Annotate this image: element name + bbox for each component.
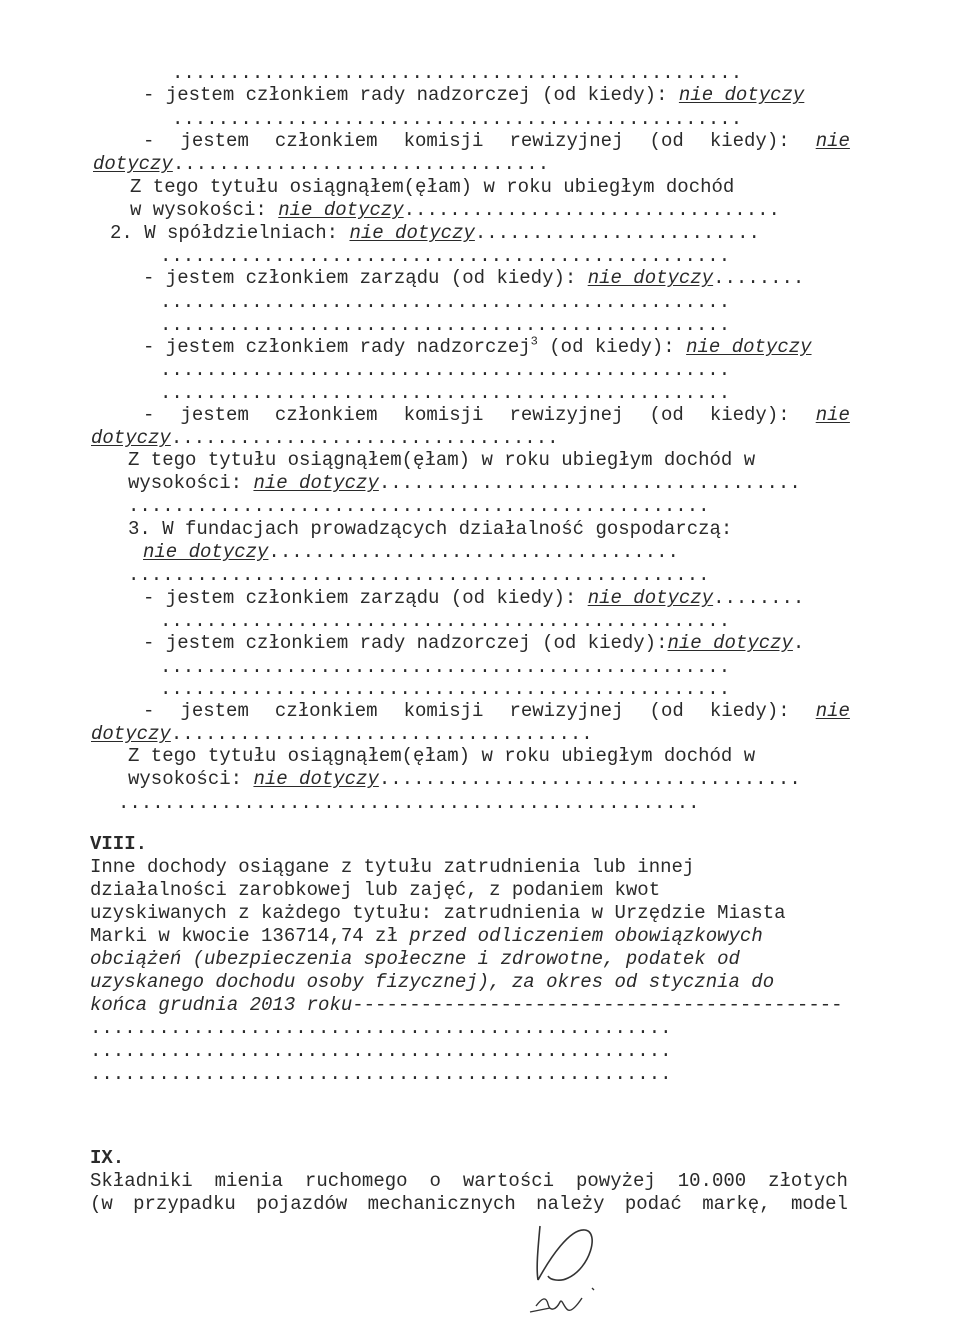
footnote-marker: 3 (530, 334, 538, 349)
word: mienia (214, 1170, 283, 1192)
dotted-line: .................................................. (160, 678, 731, 700)
management-board-line (143, 267, 804, 289)
dots: .................................... (268, 541, 679, 563)
paragraph-line: uzyskiwanych z każdego tytułu: zatrudnienia w Urzędzie Miasta (90, 902, 786, 924)
word: podać (624, 1193, 682, 1215)
dots: ......................... (474, 222, 760, 244)
dotted-line: .................................................. (172, 62, 743, 84)
management-label: - jestem członkiem zarządu (od kiedy): (143, 587, 577, 609)
dotted-line: .................................................. (172, 108, 743, 130)
dots: ........ (713, 587, 805, 609)
dotted-line: ................................................... (90, 1063, 672, 1085)
board-value: nie dotyczy (667, 632, 793, 654)
word: rewizyjnej (509, 700, 624, 722)
word: kiedy): (709, 700, 790, 722)
word: ruchomego (304, 1170, 408, 1192)
dotted-line: ................................................... (128, 495, 710, 517)
management-board-line (143, 587, 804, 609)
income-value: nie dotyczy (253, 768, 379, 790)
value-continued: dotyczy (91, 723, 171, 745)
income-amount-line (130, 199, 780, 221)
italic-text: końca grudnia 2013 roku (90, 994, 353, 1016)
audit-committee-line (143, 404, 850, 426)
signature-icon (520, 1218, 630, 1318)
word: jestem (180, 404, 249, 426)
dotted-line: .................................................. (160, 291, 731, 313)
word: rewizyjnej (509, 130, 624, 152)
board-label: - jestem członkiem rady nadzorczej (od kiedy): (143, 84, 668, 106)
income-line: Z tego tytułu osiągnąłem(ęłam) w roku ubiegłym dochód w (128, 745, 756, 767)
audit-committee-value: nie (815, 700, 850, 722)
dotted-line: ................................................... (90, 1017, 672, 1039)
word: kiedy): (709, 404, 790, 426)
word: Składniki (90, 1170, 193, 1192)
audit-committee-value: nie (815, 130, 850, 152)
paragraph-line (90, 1170, 848, 1192)
word: jestem (180, 130, 249, 152)
paragraph-line (90, 994, 843, 1016)
word: (od (649, 700, 684, 722)
word: 10.000 (677, 1170, 747, 1192)
board-label-2: (od kiedy): (549, 336, 675, 358)
section-viii-heading: VIII. (90, 833, 148, 855)
dots: ................................. (403, 199, 780, 221)
dots: ..................................... (170, 723, 593, 745)
word: członkiem (274, 700, 378, 722)
word: rewizyjnej (509, 404, 624, 426)
foundations-heading: 3. W fundacjach prowadzących działalność gospodarczą: (128, 518, 733, 540)
word: komisji (403, 404, 484, 426)
dotted-line: .................................................. (160, 245, 731, 267)
supervisory-board-line (143, 632, 804, 654)
audit-committee-value-cont (91, 723, 593, 745)
heading-value: nie dotyczy (349, 222, 475, 244)
dotted-line: ................................................... (90, 1040, 672, 1062)
income-value: nie dotyczy (253, 472, 379, 494)
word: komisji (403, 130, 484, 152)
word: złotych (768, 1170, 848, 1192)
foundations-heading-value (143, 541, 679, 563)
audit-committee-value-cont (91, 427, 559, 449)
paragraph-line (90, 1193, 848, 1215)
word: (w (90, 1193, 113, 1215)
word: - (143, 404, 155, 426)
word: członkiem (274, 404, 378, 426)
dots: . (792, 632, 805, 654)
management-label: - jestem członkiem zarządu (od kiedy): (143, 267, 577, 289)
heading-value: nie dotyczy (143, 541, 269, 563)
value-continued: dotyczy (91, 427, 171, 449)
dotted-line: .................................................. (160, 656, 731, 678)
income-label: w wysokości: (130, 199, 267, 221)
dotted-line: .................................................. (160, 359, 731, 381)
cooperatives-heading (110, 222, 760, 244)
word: jestem (180, 700, 249, 722)
dotted-line: .................................................. (160, 382, 731, 404)
dots: ..................................... (378, 472, 801, 494)
income-line: Z tego tytułu osiągnąłem(ęłam) w roku ubiegłym dochód (130, 176, 735, 198)
word: wartości (462, 1170, 555, 1192)
word: kiedy): (709, 130, 790, 152)
word: należy (536, 1193, 605, 1215)
dotted-line: ................................................... (118, 792, 700, 814)
amount-text: Marki w kwocie 136714,74 zł (90, 925, 398, 947)
dotted-line: .................................................. (160, 610, 731, 632)
management-value: nie dotyczy (587, 267, 714, 289)
board-label: - jestem członkiem rady nadzorczej (143, 336, 531, 358)
dotted-line: .................................................. (160, 314, 731, 336)
audit-committee-line (143, 130, 850, 152)
dots: .................................. (170, 427, 559, 449)
income-amount-line (128, 768, 801, 790)
income-line: Z tego tytułu osiągnąłem(ęłam) w roku ubiegłym dochód w (128, 449, 756, 471)
dots: ........ (713, 267, 805, 289)
word: markę, (702, 1193, 771, 1215)
board-value: nie dotyczy (686, 336, 812, 358)
italic-text: przed odliczeniem obowiązkowych (409, 925, 763, 947)
word: o (429, 1170, 441, 1192)
board-label: - jestem członkiem rady nadzorczej (od kiedy): (143, 632, 668, 654)
word: pojazdów (256, 1193, 348, 1215)
audit-committee-value: nie (815, 404, 850, 426)
supervisory-board-line (143, 336, 812, 358)
word: przypadku (133, 1193, 236, 1215)
word: (od (649, 130, 684, 152)
dots: ................................. (172, 153, 550, 175)
word: model (790, 1193, 848, 1215)
paragraph-line: działalności zarobkowej lub zajęć, z podaniem kwot (90, 879, 661, 901)
heading-label: 2. W spółdzielniach: (110, 222, 339, 244)
income-label: wysokości: (128, 472, 243, 494)
board-membership-line (143, 84, 804, 106)
word: komisji (403, 700, 484, 722)
word: członkiem (274, 130, 378, 152)
paragraph-line: obciążeń (ubezpieczenia społeczne i zdrowotne, podatek od (90, 948, 740, 970)
paragraph-line: Inne dochody osiągane z tytułu zatrudnienia lub innej (90, 856, 695, 878)
audit-committee-value-cont (93, 153, 549, 175)
board-value: nie dotyczy (678, 84, 805, 106)
dashes: ------------------------------------------- (352, 994, 843, 1016)
value-continued: dotyczy (93, 153, 173, 175)
dotted-line: ................................................... (128, 564, 710, 586)
word: powyżej (575, 1170, 656, 1192)
dots: ..................................... (378, 768, 801, 790)
word: (od (649, 404, 684, 426)
paragraph-line (90, 925, 763, 947)
section-ix-heading: IX. (90, 1147, 125, 1169)
income-value: nie dotyczy (278, 199, 404, 221)
word: - (143, 130, 155, 152)
management-value: nie dotyczy (587, 587, 714, 609)
income-amount-line (128, 472, 801, 494)
audit-committee-line (143, 700, 850, 722)
paragraph-line: uzyskanego dochodu osoby fizycznej), za okres od stycznia do (90, 971, 775, 993)
income-label: wysokości: (128, 768, 243, 790)
word: - (143, 700, 155, 722)
word: mechanicznych (367, 1193, 516, 1215)
